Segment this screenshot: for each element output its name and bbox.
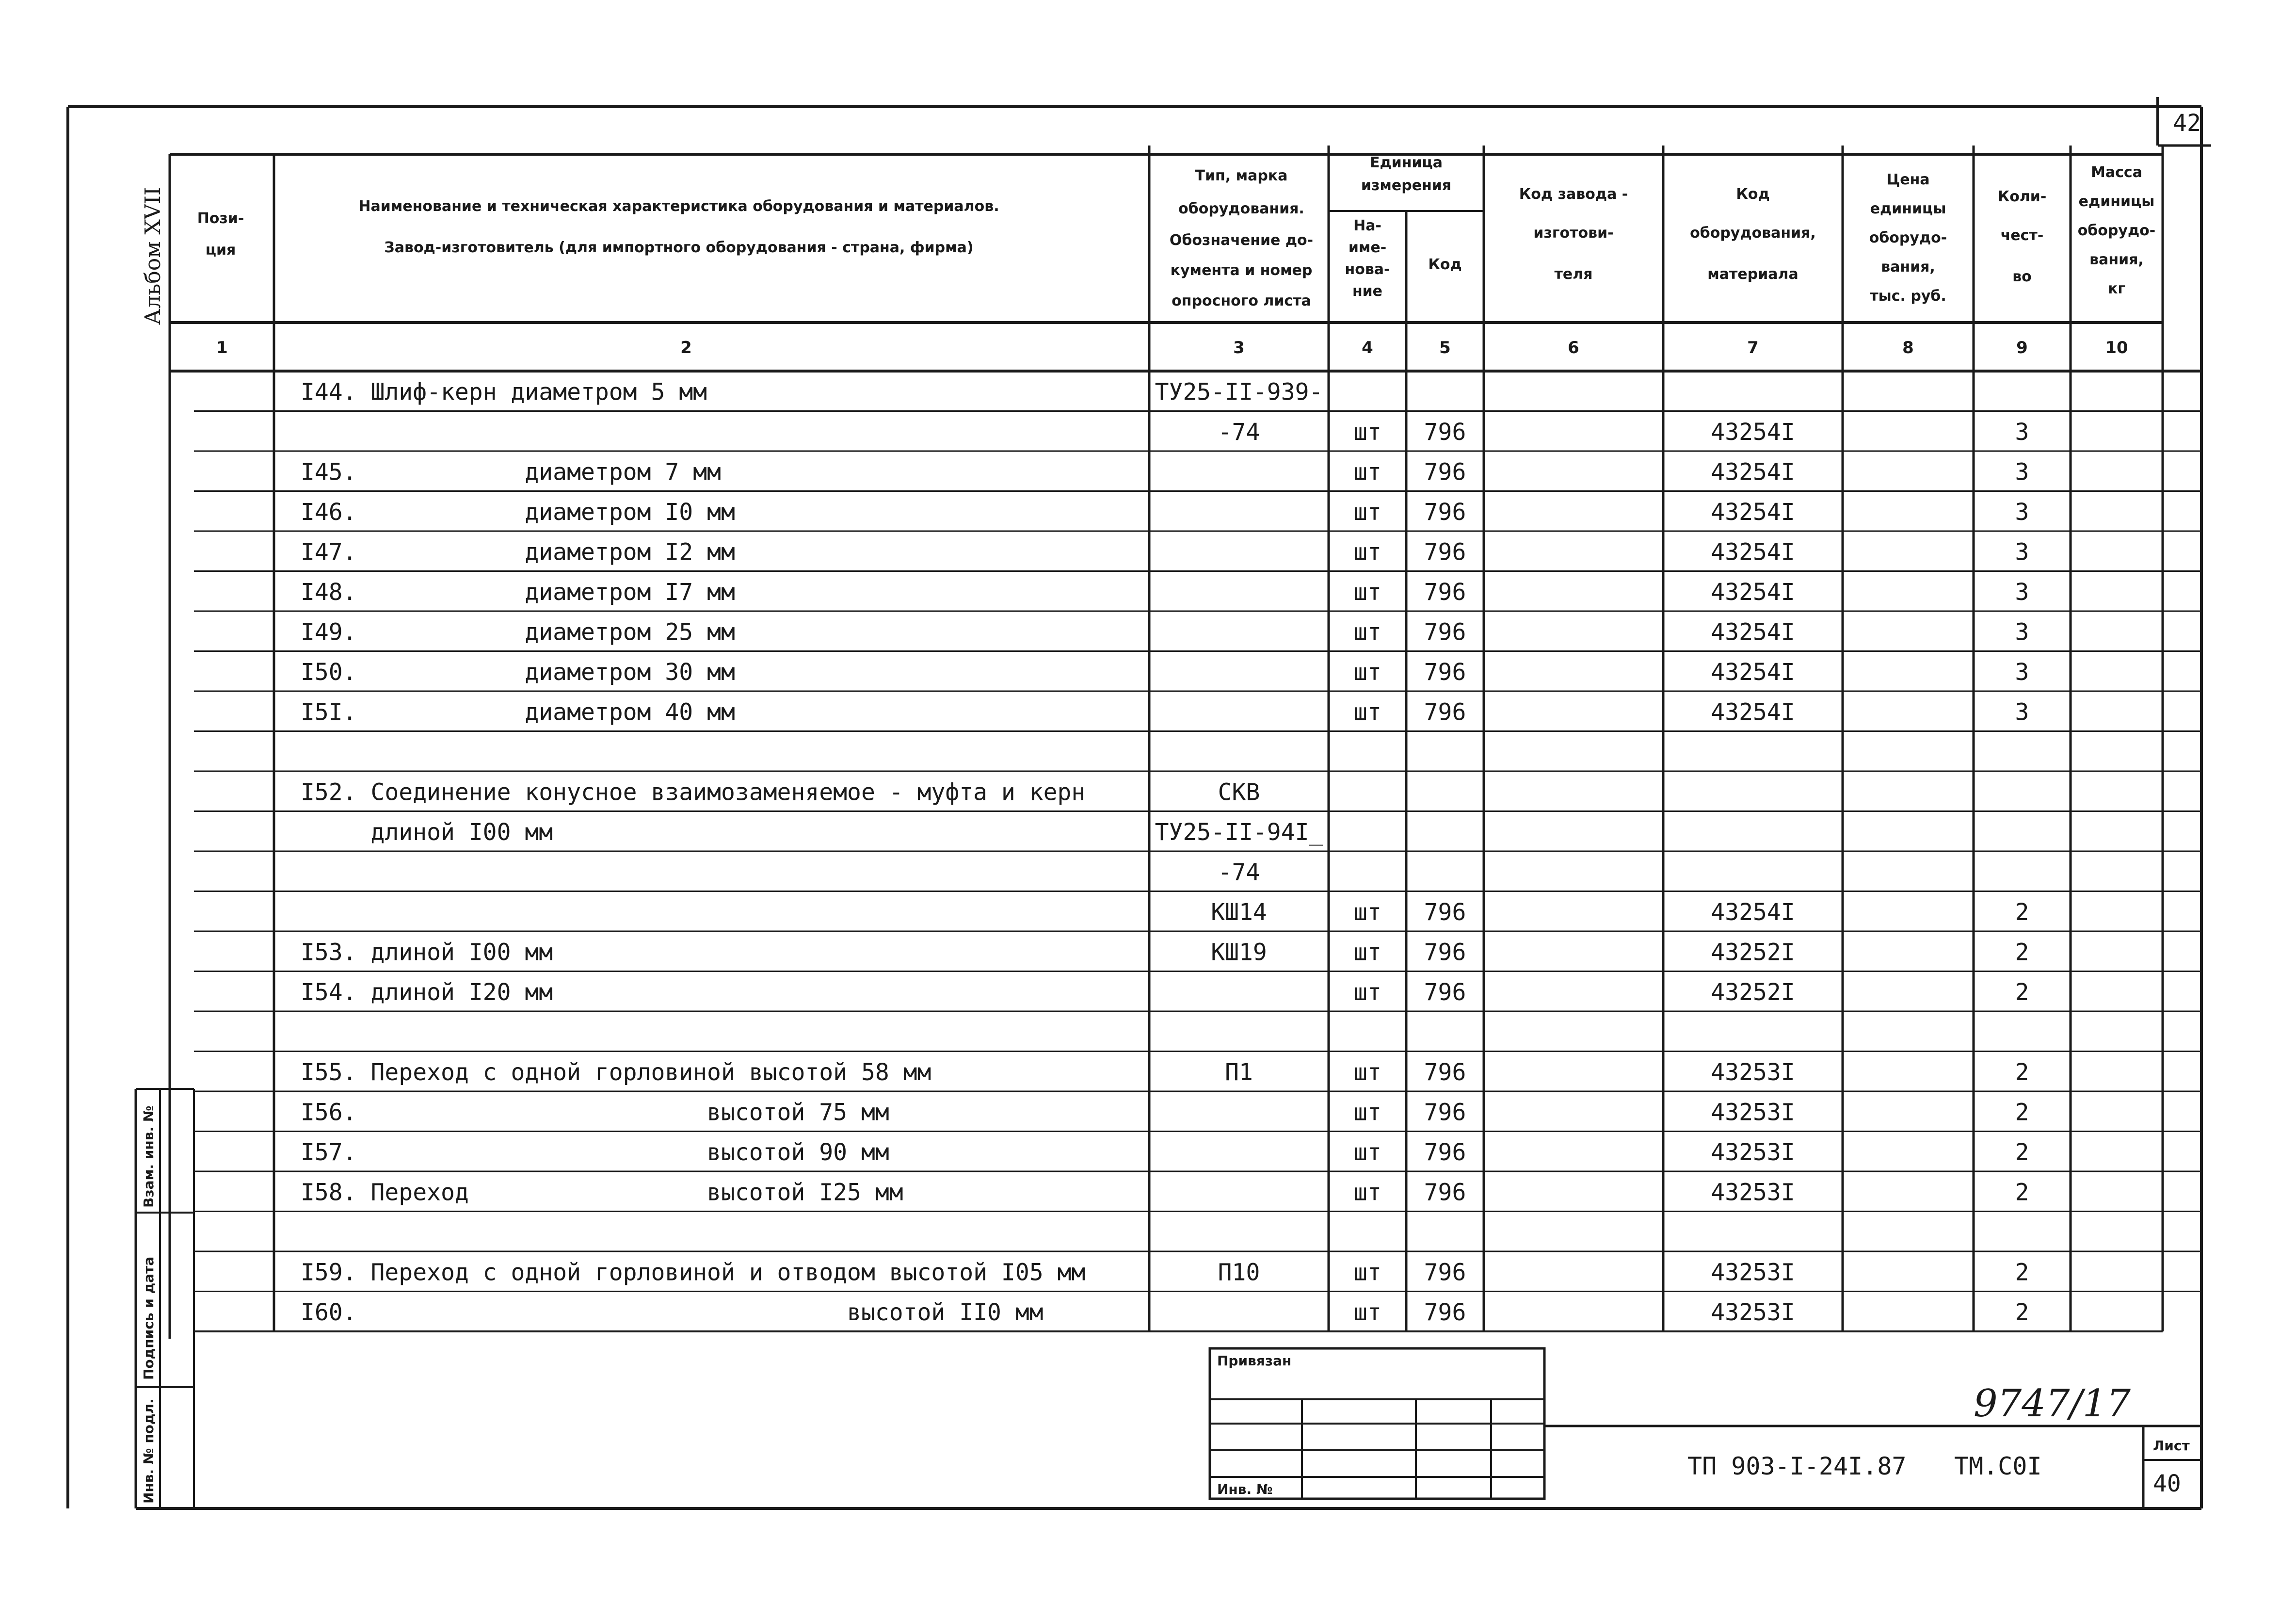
table-body <box>301 378 2029 1326</box>
header-col8-line3: оборудо- <box>1869 229 1947 246</box>
row-name-cell: I47. диаметром I2 мм <box>301 538 735 566</box>
row-unit-code-cell: 796 <box>1424 698 1466 726</box>
header-col7-line1: Код <box>1736 186 1770 203</box>
row-unit-cell: шт <box>1353 538 1381 566</box>
document-code: ТП 903-I-24I.87 <box>1687 1452 1907 1480</box>
table-row <box>301 579 2029 606</box>
table-row <box>301 778 1260 806</box>
row-unit-code-cell: 796 <box>1424 978 1466 1006</box>
col-number: 2 <box>680 338 692 357</box>
row-material-code-cell: 43254I <box>1711 698 1795 726</box>
header-unit-line2: измерения <box>1361 177 1452 194</box>
page-number: 42 <box>2173 110 2201 137</box>
row-unit-code-cell: 796 <box>1424 418 1466 446</box>
table-row <box>301 979 2029 1006</box>
row-quantity-cell: 2 <box>2015 898 2029 926</box>
row-unit-code-cell: 796 <box>1424 458 1466 486</box>
header-col3-line3: Обозначение до- <box>1169 232 1314 249</box>
header-col3-line1: Тип, марка <box>1195 167 1288 184</box>
header-col2-line1: Наименование и техническая характеристика оборудования и материалов. <box>358 198 999 215</box>
row-unit-code-cell: 796 <box>1424 1138 1466 1166</box>
col-number: 3 <box>1233 338 1245 357</box>
row-unit-cell: шт <box>1353 1058 1381 1086</box>
table-row <box>301 659 2029 686</box>
table-row <box>301 819 1323 846</box>
sheet-number: 40 <box>2153 1470 2181 1497</box>
row-unit-cell: шт <box>1353 618 1381 646</box>
row-unit-code-cell: 796 <box>1424 1099 1466 1126</box>
row-unit-cell: шт <box>1353 898 1381 926</box>
stamp-inv-no: Инв. № <box>1217 1481 1273 1497</box>
row-quantity-cell: 2 <box>2015 1179 2029 1206</box>
table-row <box>301 1259 2029 1286</box>
header-unit-line1: Единица <box>1370 154 1443 171</box>
row-name-cell: I55. Переход с одной горловиной высотой 58 мм <box>301 1058 931 1086</box>
row-material-code-cell: 43252I <box>1711 939 1795 966</box>
row-unit-cell: шт <box>1353 1179 1381 1206</box>
row-unit-cell: шт <box>1353 418 1381 446</box>
row-unit-cell: шт <box>1353 1138 1381 1166</box>
row-unit-cell: шт <box>1353 1259 1381 1286</box>
row-name-cell: I45. диаметром 7 мм <box>301 458 721 486</box>
row-name-cell: I48. диаметром I7 мм <box>301 578 735 606</box>
header-col8-line2: единицы <box>1870 200 1946 217</box>
row-material-code-cell: 43253I <box>1711 1259 1795 1286</box>
row-unit-cell: шт <box>1353 978 1381 1006</box>
header-col4-line4: ние <box>1352 283 1383 300</box>
row-name-cell: I49. диаметром 25 мм <box>301 618 735 646</box>
row-unit-code-cell: 796 <box>1424 498 1466 526</box>
table-row <box>301 378 1323 405</box>
side-stamp-inv-original: Инв. № подл. <box>141 1398 157 1504</box>
header-col10-line4: вания, <box>2089 251 2144 268</box>
row-material-code-cell: 43254I <box>1711 458 1795 486</box>
row-name-cell: I56. высотой 75 мм <box>301 1099 889 1126</box>
table-row <box>1211 899 2029 926</box>
row-type-cell: КШ19 <box>1211 939 1267 966</box>
row-unit-code-cell: 796 <box>1424 618 1466 646</box>
row-unit-code-cell: 796 <box>1424 939 1466 966</box>
header-col2-line2: Завод-изготовитель (для импортного оборудования - страна, фирма) <box>384 239 974 256</box>
row-quantity-cell: 2 <box>2015 1259 2029 1286</box>
col-number: 1 <box>216 338 228 357</box>
row-quantity-cell: 2 <box>2015 939 2029 966</box>
header-col8-line4: вания, <box>1881 259 1935 275</box>
row-unit-cell: шт <box>1353 458 1381 486</box>
side-stamp <box>136 1089 194 1508</box>
table-row <box>301 939 2029 966</box>
header-col8-line1: Цена <box>1886 171 1930 188</box>
row-material-code-cell: 43254I <box>1711 618 1795 646</box>
table-row <box>301 458 2029 486</box>
table-header <box>197 154 2156 309</box>
row-quantity-cell: 2 <box>2015 978 2029 1006</box>
row-unit-cell: шт <box>1353 698 1381 726</box>
row-unit-cell: шт <box>1353 578 1381 606</box>
row-name-cell: I58. Переход высотой I25 мм <box>301 1179 903 1206</box>
table-row <box>301 1179 2029 1206</box>
row-quantity-cell: 3 <box>2015 538 2029 566</box>
row-unit-code-cell: 796 <box>1424 658 1466 686</box>
row-unit-cell: шт <box>1353 1298 1381 1326</box>
header-col4-line3: нова- <box>1345 261 1390 278</box>
table-row <box>301 538 2029 566</box>
row-quantity-cell: 3 <box>2015 418 2029 446</box>
table-row <box>1218 859 1260 886</box>
col-number: 4 <box>1362 338 1373 357</box>
col-number: 7 <box>1747 338 1759 357</box>
header-col9-line3: во <box>2012 268 2032 285</box>
side-stamp-replace-inv: Взам. инв. № <box>141 1105 157 1208</box>
row-quantity-cell: 3 <box>2015 458 2029 486</box>
header-col8-line5: тыс. руб. <box>1870 288 1946 305</box>
table-row <box>301 499 2029 526</box>
table-row <box>301 618 2029 646</box>
row-type-cell: П10 <box>1218 1259 1260 1286</box>
row-name-cell: I52. Соединение конусное взаимозаменяемое - муфта и керн <box>301 778 1086 806</box>
row-material-code-cell: 43253I <box>1711 1298 1795 1326</box>
header-col9-line1: Коли- <box>1997 188 2047 205</box>
col-number: 6 <box>1568 338 1579 357</box>
row-unit-code-cell: 796 <box>1424 1179 1466 1206</box>
row-name-cell: I54. длиной I20 мм <box>301 978 553 1006</box>
row-quantity-cell: 3 <box>2015 658 2029 686</box>
row-name-cell: I5I. диаметром 40 мм <box>301 698 735 726</box>
row-material-code-cell: 43252I <box>1711 978 1795 1006</box>
row-type-cell: СКВ <box>1218 778 1260 806</box>
row-name-cell: I59. Переход с одной горловиной и отводом высотой I05 мм <box>301 1259 1086 1286</box>
row-unit-code-cell: 796 <box>1424 898 1466 926</box>
row-quantity-cell: 3 <box>2015 498 2029 526</box>
handwritten-number: 9747/17 <box>1974 1382 2131 1426</box>
row-quantity-cell: 2 <box>2015 1058 2029 1086</box>
header-col4-line1: На- <box>1353 217 1381 234</box>
row-unit-code-cell: 796 <box>1424 1058 1466 1086</box>
album-label: Альбом XVII <box>141 187 165 325</box>
header-col10-line2: единицы <box>2078 193 2155 210</box>
row-name-cell: I60. высотой II0 мм <box>301 1298 1044 1326</box>
row-material-code-cell: 43253I <box>1711 1058 1795 1086</box>
row-type-cell: -74 <box>1218 859 1260 886</box>
row-quantity-cell: 2 <box>2015 1138 2029 1166</box>
col-number: 10 <box>2105 338 2128 357</box>
row-quantity-cell: 2 <box>2015 1298 2029 1326</box>
row-material-code-cell: 43253I <box>1711 1138 1795 1166</box>
row-quantity-cell: 2 <box>2015 1099 2029 1126</box>
header-col10-line1: Масса <box>2091 164 2142 181</box>
side-stamp-signature-date: Подпись и дата <box>141 1256 157 1380</box>
row-type-cell: П1 <box>1225 1058 1253 1086</box>
row-unit-code-cell: 796 <box>1424 578 1466 606</box>
row-name-cell: I46. диаметром I0 мм <box>301 498 735 526</box>
table-row <box>301 1299 2029 1326</box>
header-col1-line1: Пози- <box>197 210 244 227</box>
header-col6-line3: теля <box>1554 266 1593 283</box>
row-material-code-cell: 43254I <box>1711 498 1795 526</box>
header-col10-line3: оборудо- <box>2077 222 2156 239</box>
col-number: 8 <box>1902 338 1914 357</box>
row-unit-cell: шт <box>1353 939 1381 966</box>
table-row <box>301 1139 2029 1166</box>
header-col1-line2: ция <box>205 242 236 259</box>
table-row <box>1218 419 2029 446</box>
row-material-code-cell: 43254I <box>1711 538 1795 566</box>
row-type-cell: ТУ25-II-94I_ <box>1155 818 1323 846</box>
table-row <box>301 1099 2029 1126</box>
row-quantity-cell: 3 <box>2015 618 2029 646</box>
row-name-cell: I53. длиной I00 мм <box>301 939 553 966</box>
header-col3-line2: оборудования. <box>1178 200 1304 217</box>
header-col5: Код <box>1428 256 1462 273</box>
col-number: 9 <box>2016 338 2028 357</box>
row-unit-code-cell: 796 <box>1424 1259 1466 1286</box>
row-material-code-cell: 43254I <box>1711 658 1795 686</box>
row-unit-code-cell: 796 <box>1424 538 1466 566</box>
row-unit-cell: шт <box>1353 658 1381 686</box>
header-col6-line2: изготови- <box>1533 225 1614 242</box>
header-col7-line2: оборудования, <box>1690 225 1816 242</box>
row-material-code-cell: 43254I <box>1711 898 1795 926</box>
table-row <box>301 698 2029 726</box>
row-type-cell: -74 <box>1218 418 1260 446</box>
header-col3-line4: кумента и номер <box>1170 262 1313 279</box>
row-name-cell: I50. диаметром 30 мм <box>301 658 735 686</box>
sheet-label: Лист <box>2153 1438 2190 1454</box>
stamp-privyazan: Привязан <box>1217 1353 1292 1369</box>
row-name-cell: I57. высотой 90 мм <box>301 1138 889 1166</box>
col-number: 5 <box>1439 338 1451 357</box>
row-quantity-cell: 3 <box>2015 698 2029 726</box>
header-col6-line1: Код завода - <box>1519 186 1628 203</box>
title-block <box>1210 1348 2201 1508</box>
table-row <box>301 1059 2029 1086</box>
row-unit-cell: шт <box>1353 498 1381 526</box>
row-material-code-cell: 43253I <box>1711 1099 1795 1126</box>
row-name-cell: I44. Шлиф-керн диаметром 5 мм <box>301 378 707 406</box>
row-material-code-cell: 43253I <box>1711 1179 1795 1206</box>
document-mark: ТМ.С0I <box>1954 1452 2042 1480</box>
header-col10-line5: кг <box>2107 280 2126 297</box>
header-col9-line2: чест- <box>2000 227 2044 244</box>
row-type-cell: КШ14 <box>1211 898 1267 926</box>
row-name-cell: длиной I00 мм <box>301 818 553 846</box>
header-col7-line3: материала <box>1707 266 1798 283</box>
row-material-code-cell: 43254I <box>1711 578 1795 606</box>
header-col4-line2: име- <box>1348 239 1387 256</box>
row-material-code-cell: 43254I <box>1711 418 1795 446</box>
row-quantity-cell: 3 <box>2015 578 2029 606</box>
row-type-cell: ТУ25-II-939- <box>1155 378 1323 406</box>
column-numbers-row <box>216 338 2128 357</box>
header-col3-line5: опросного листа <box>1172 292 1311 309</box>
row-unit-code-cell: 796 <box>1424 1298 1466 1326</box>
row-unit-cell: шт <box>1353 1099 1381 1126</box>
